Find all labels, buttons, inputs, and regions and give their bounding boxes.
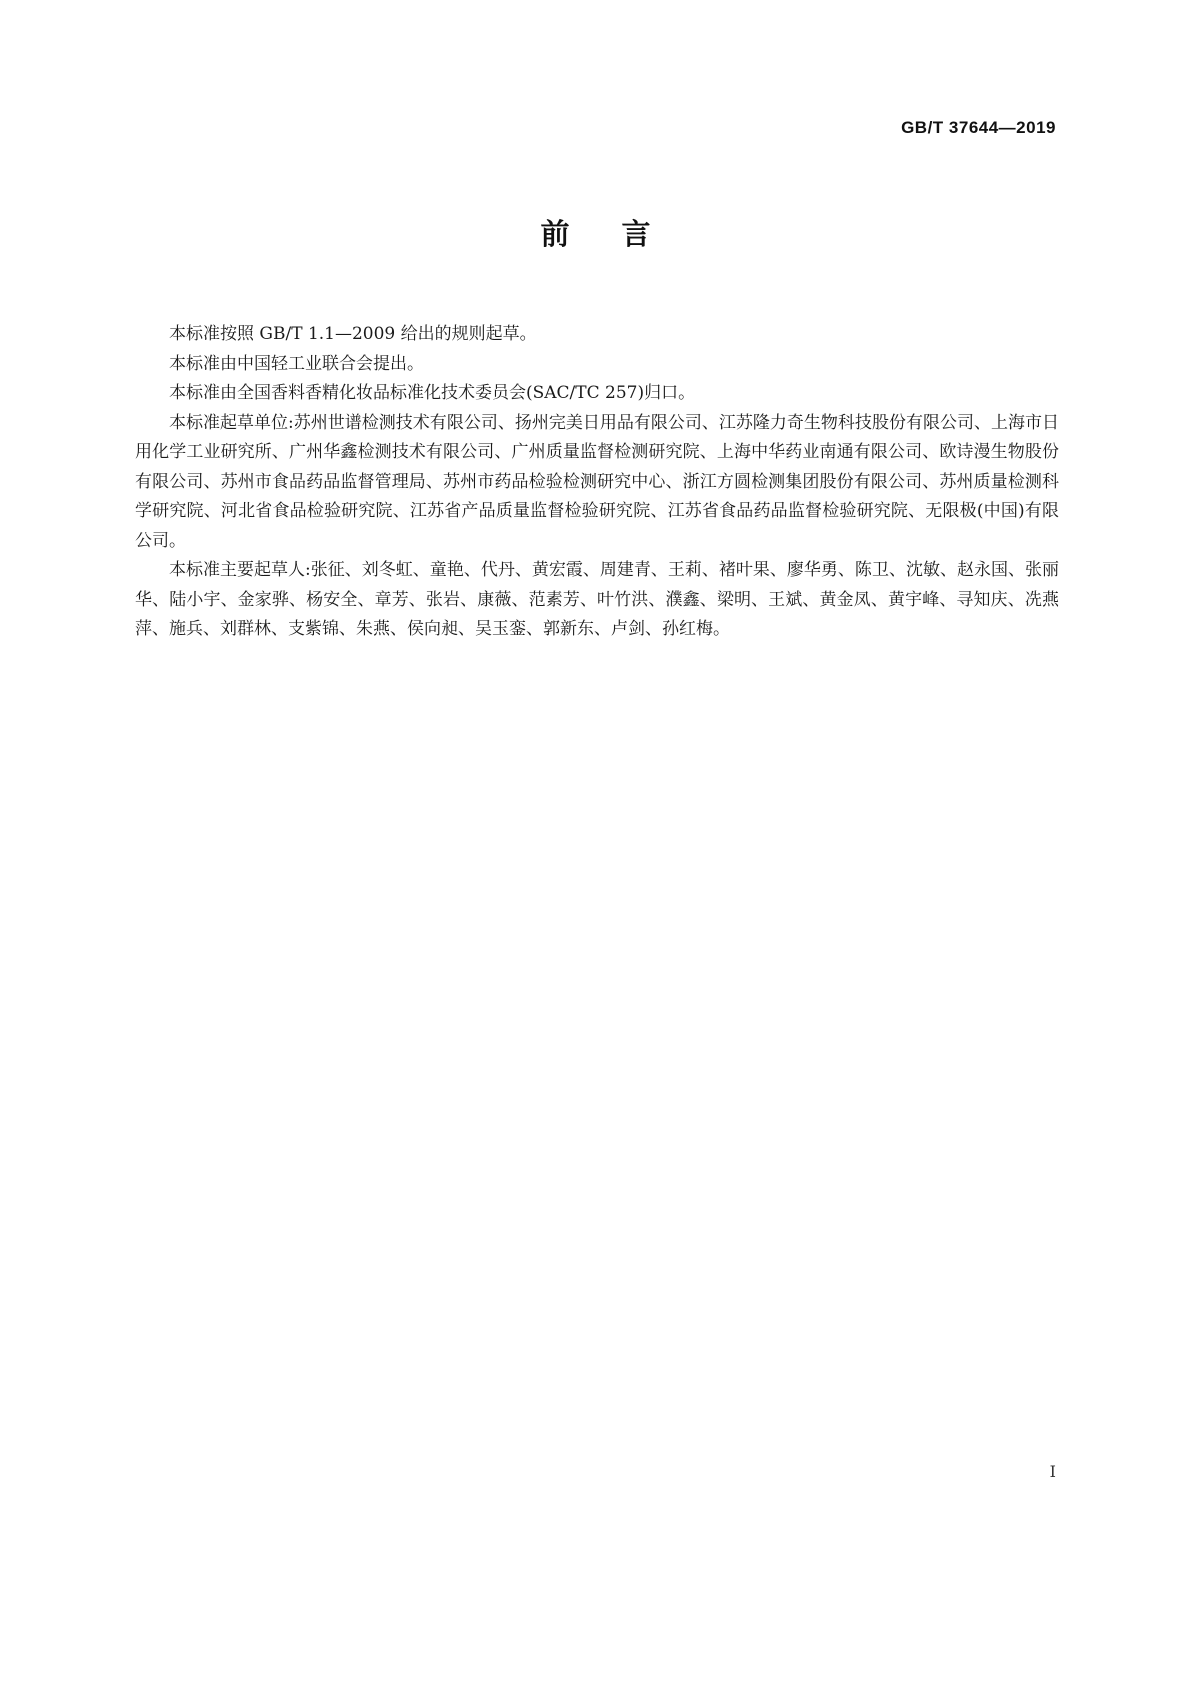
page-number: I xyxy=(1049,1462,1056,1481)
paragraph-committee: 本标准由全国香料香精化妆品标准化技术委员会(SAC/TC 257)归口。 xyxy=(169,383,696,403)
paragraph-drafting-rules: 本标准按照 GB/T 1.1—2009 给出的规则起草。 xyxy=(169,324,537,344)
foreword-body xyxy=(135,320,1059,645)
paragraph-drafting-units: 本标准起草单位:苏州世谱检测技术有限公司、扬州完美日用品有限公司、江苏隆力奇生物科技股份有限公司、上海市日用化学工业研究所、广州华鑫检测技术有限公司、广州质量监督检测研究院、上海中华药业南通有限公司、欧诗漫生物股份有限公司、苏州市食品药品监督管理局、苏州市药品检验检测研究中心、浙江方圆检测集团股份有限公司、苏州质量检测科学研究院、河北省食品检验研究院、江苏省产品质量监督检验研究院、江苏省食品药品监督检验研究院、无限极(中国)有限公司。 xyxy=(135,412,1059,551)
paragraph-main-drafters: 本标准主要起草人:张征、刘冬虹、童艳、代丹、黄宏霞、周建青、王莉、褚叶果、廖华勇、陈卫、沈敏、赵永国、张丽华、陆小宇、金家骅、杨安全、章芳、张岩、康薇、范素芳、叶竹洪、濮鑫、梁明、王斌、黄金凤、黄宇峰、寻知庆、冼燕萍、施兵、刘群林、支紫锦、朱燕、侯向昶、吴玉銮、郭新东、卢剑、孙红梅。 xyxy=(135,560,1059,639)
paragraph-proposer: 本标准由中国轻工业联合会提出。 xyxy=(169,353,424,374)
document-number: GB/T 37644—2019 xyxy=(901,118,1056,137)
page-title: 前言 xyxy=(540,217,703,251)
